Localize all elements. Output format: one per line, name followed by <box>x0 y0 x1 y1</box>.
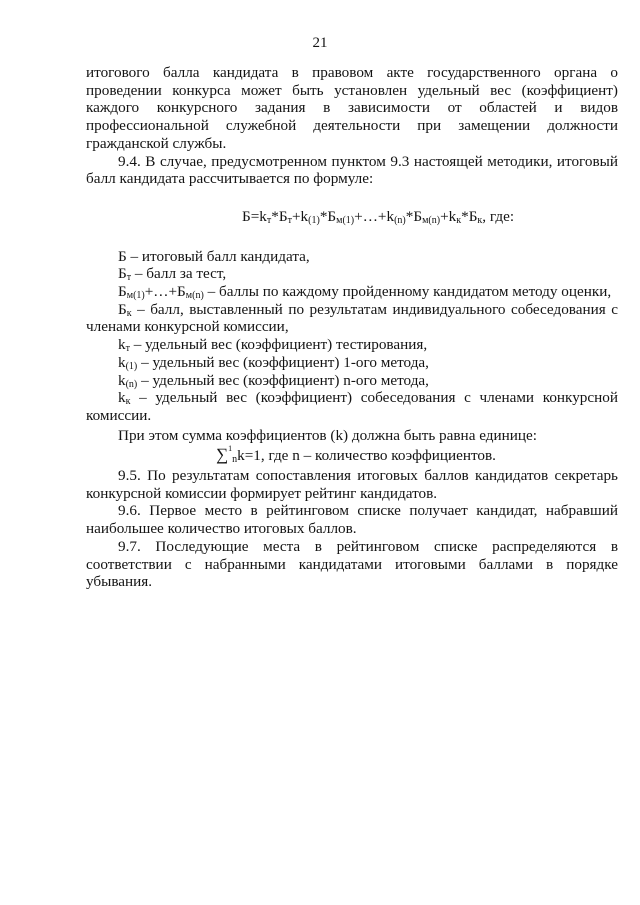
definition-symbol: k <box>118 371 126 389</box>
definition-symbol: Б <box>118 300 127 318</box>
formula-part: *Б <box>461 207 478 225</box>
sum-formula <box>86 446 618 465</box>
formula-subscript: м(1) <box>336 214 355 226</box>
definition-method-scores <box>86 283 618 301</box>
definition-text: – удельный вес (коэффициент) n-ого метода, <box>137 371 429 389</box>
definition-symbol: k <box>118 353 126 371</box>
definition-subscript: (1) <box>125 360 138 372</box>
definition-symbol: Б <box>118 265 127 283</box>
definition-text: – баллы по каждому пройденному кандидатом методу оценки, <box>203 283 612 301</box>
formula-subscript: к <box>456 214 462 226</box>
definition-symbol: k <box>118 389 126 407</box>
formula-subscript: м(n) <box>422 214 441 226</box>
paragraph-9-7: 9.7. Последующие места в рейтинговом списке распределяются в соответствии с набранными кандидатами итоговыми баллами в порядке убывания. <box>86 537 618 591</box>
formula-part: *Б <box>319 207 337 225</box>
definition-symbol: Б <box>118 283 127 301</box>
formula-subscript: т <box>287 214 292 226</box>
formula-part: *Б <box>271 207 288 225</box>
definition-first-method-weight <box>86 354 618 372</box>
definition-nth-method-weight <box>86 372 618 390</box>
definition-subscript: м(1) <box>126 290 145 302</box>
definition-text: – удельный вес (коэффициент) тестирования, <box>129 336 428 354</box>
sum-lower-index: n <box>232 454 238 466</box>
paragraph-9-5: 9.5. По результатам сопоставления итоговых баллов кандидатов секретарь конкурсной комиссии формирует рейтинг кандидатов. <box>86 467 618 502</box>
paragraph-9-4: 9.4. В случае, предусмотренном пунктом 9.3 настоящей методики, итоговый балл кандидата рассчитывается по формуле: <box>86 152 618 188</box>
formula-part: +k <box>291 207 309 225</box>
definition-interview-weight <box>86 389 618 424</box>
document-body <box>86 64 618 591</box>
formula-part: *Б <box>405 207 423 225</box>
sum-sign: ∑ <box>216 445 229 465</box>
definition-text: – удельный вес (коэффициент) 1-ого метода, <box>137 353 429 371</box>
definition-symbol: k <box>118 336 126 354</box>
definition-text: – балл, выставленный по результатам индивидуального собеседования с членами конкурсной комиссии, <box>86 300 618 336</box>
sum-formula-text: k=1, где n – количество коэффициентов. <box>237 447 496 465</box>
formula-subscript: к <box>477 214 483 226</box>
definition-test-score <box>86 265 618 283</box>
definition-subscript: м(n) <box>185 290 204 302</box>
definition-test-weight <box>86 336 618 354</box>
formula-part: , где: <box>482 207 515 225</box>
definition-subscript: т <box>125 343 130 355</box>
definition-symbol: +…+Б <box>144 283 186 301</box>
sum-upper-index: 1 <box>228 444 233 454</box>
formula-part: Б=k <box>242 207 267 225</box>
definition-subscript: к <box>125 396 131 408</box>
definition-interview-score <box>86 301 618 336</box>
formula-subscript: (n) <box>394 214 406 226</box>
formula-subscript: т <box>266 214 272 226</box>
paragraph-intro: итогового балла кандидата в правовом акте государственного органа о проведении конкурса может быть установлен удельный вес (коэффициент) каждого конкурсного задания в зависимости от областей и видов профессиональной служебной деятельности при замещении должности гражданской службы. <box>86 64 618 152</box>
formula-subscript: (1) <box>308 214 320 226</box>
formula-part: +…+k <box>354 207 395 225</box>
definition-subscript: (n) <box>125 378 138 390</box>
paragraph-9-6: 9.6. Первое место в рейтинговом списке получает кандидат, набравший наибольшее количество итоговых баллов. <box>86 502 618 538</box>
sum-rule-text: При этом сумма коэффициентов (k) должна быть равна единице: <box>118 426 537 444</box>
definition-subscript: к <box>126 307 132 319</box>
definition-text: – балл за тест, <box>131 265 227 283</box>
formula-part: +k <box>440 207 457 225</box>
definition-subscript: т <box>126 272 132 284</box>
definition-total-score: Б – итоговый балл кандидата, <box>118 247 310 265</box>
page-number: 21 <box>312 35 328 51</box>
score-formula <box>86 208 618 226</box>
definition-text: – удельный вес (коэффициент) собеседования с членами конкурсной комиссии. <box>86 389 618 424</box>
